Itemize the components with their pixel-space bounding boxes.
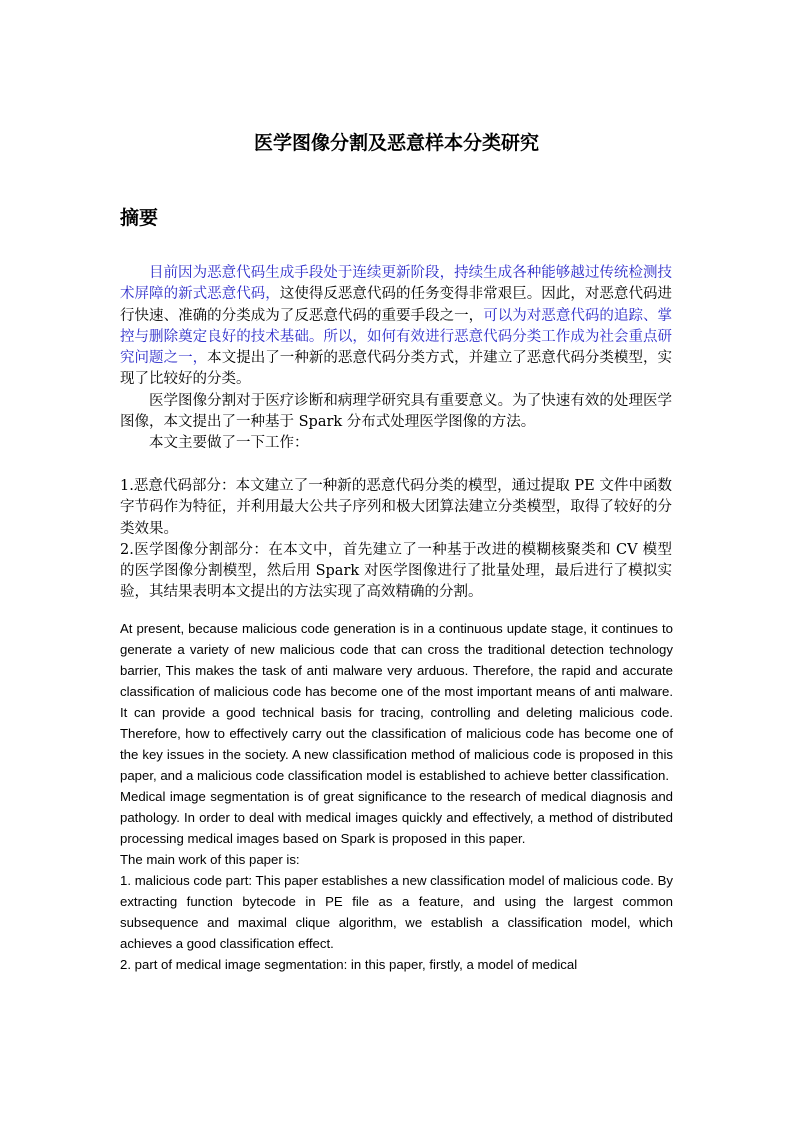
- zh-plain-text-1: 这使得反恶意代码的任务变得非常艰巨。因此，对恶意代码进行快速、准确的分类成为了反恶意代码的重要手段之一，: [120, 286, 672, 324]
- en-paragraph-medical-image: Medical image segmentation is of great significance to the research of medical diagnosis and pathology. In order to deal with medical images quickly and effectively, a method of distributed processing medical images based on Spark is proposed in this paper.: [120, 789, 673, 846]
- english-abstract: [120, 618, 673, 975]
- en-work-item-2: 2. part of medical image segmentation: in this paper, firstly, a model of medical: [120, 957, 578, 972]
- chinese-abstract: [120, 263, 672, 604]
- paragraph-spacer: [120, 455, 672, 476]
- zh-paragraph-malicious-code: [120, 263, 672, 391]
- en-paragraph-main-work: The main work of this paper is:: [120, 852, 300, 867]
- document-title: 医学图像分割及恶意样本分类研究: [253, 132, 539, 154]
- zh-work-item-1: 1.恶意代码部分：本文建立了一种新的恶意代码分类的模型，通过提取 PE 文件中函数字节码作为特征，并利用最大公共子序列和极大团算法建立分类模型，取得了较好的分类效果。: [120, 477, 672, 537]
- en-work-item-1: 1. malicious code part: This paper establishes a new classification model of malicious code. By extracting function bytecode in PE file as a feature, and using the largest common subsequence and maximal clique algorithm, we establish a classification model, which achieves a good classification effect.: [120, 873, 673, 951]
- zh-highlight-text-2: 可以为对恶意代码的追踪、掌控与删除奠定良好的技术基础。所以，如何有效进行恶意代码分类工作成为社会重点研究问题之一，: [120, 307, 673, 367]
- abstract-heading: 摘要: [120, 207, 159, 229]
- zh-work-item-2: 2.医学图像分割部分：在本文中，首先建立了一种基于改进的模糊核聚类和 CV 模型的医学图像分割模型，然后用 Spark 对医学图像进行了批量处理，最后进行了模拟实验，其结果表明本文提出的方法实现了高效精确的分割。: [120, 541, 672, 601]
- zh-plain-text-2: 本文提出了一种新的恶意代码分类方式，并建立了恶意代码分类模型，实现了比较好的分类。: [120, 350, 673, 388]
- zh-highlight-text-1: 目前因为恶意代码生成手段处于连续更新阶段，持续生成各种能够越过传统检测技术屏障的新式恶意代码，: [120, 265, 672, 303]
- en-paragraph-malicious-code: At present, because malicious code generation is in a continuous update stage, it continues to generate a variety of new malicious code that can cross the traditional detection technology barrier, This makes the task of anti malware very arduous. Therefore, the rapid and accurate classification of malicious code has become one of the most important means of anti malware. It can provide a good technical basis for tracing, controlling and deleting malicious code. Therefore, how to effectively carry out the classification of malicious code has become one of the key issues in the society. A new classification method of malicious code is proposed in this paper, and a malicious code classification model is established to achieve better classification.: [120, 621, 673, 783]
- zh-paragraph-medical-image: 医学图像分割对于医疗诊断和病理学研究具有重要意义。为了快速有效的处理医学图像，本文提出了一种基于 Spark 分布式处理医学图像的方法。: [120, 392, 672, 431]
- zh-paragraph-main-work: 本文主要做了一下工作：: [149, 435, 309, 452]
